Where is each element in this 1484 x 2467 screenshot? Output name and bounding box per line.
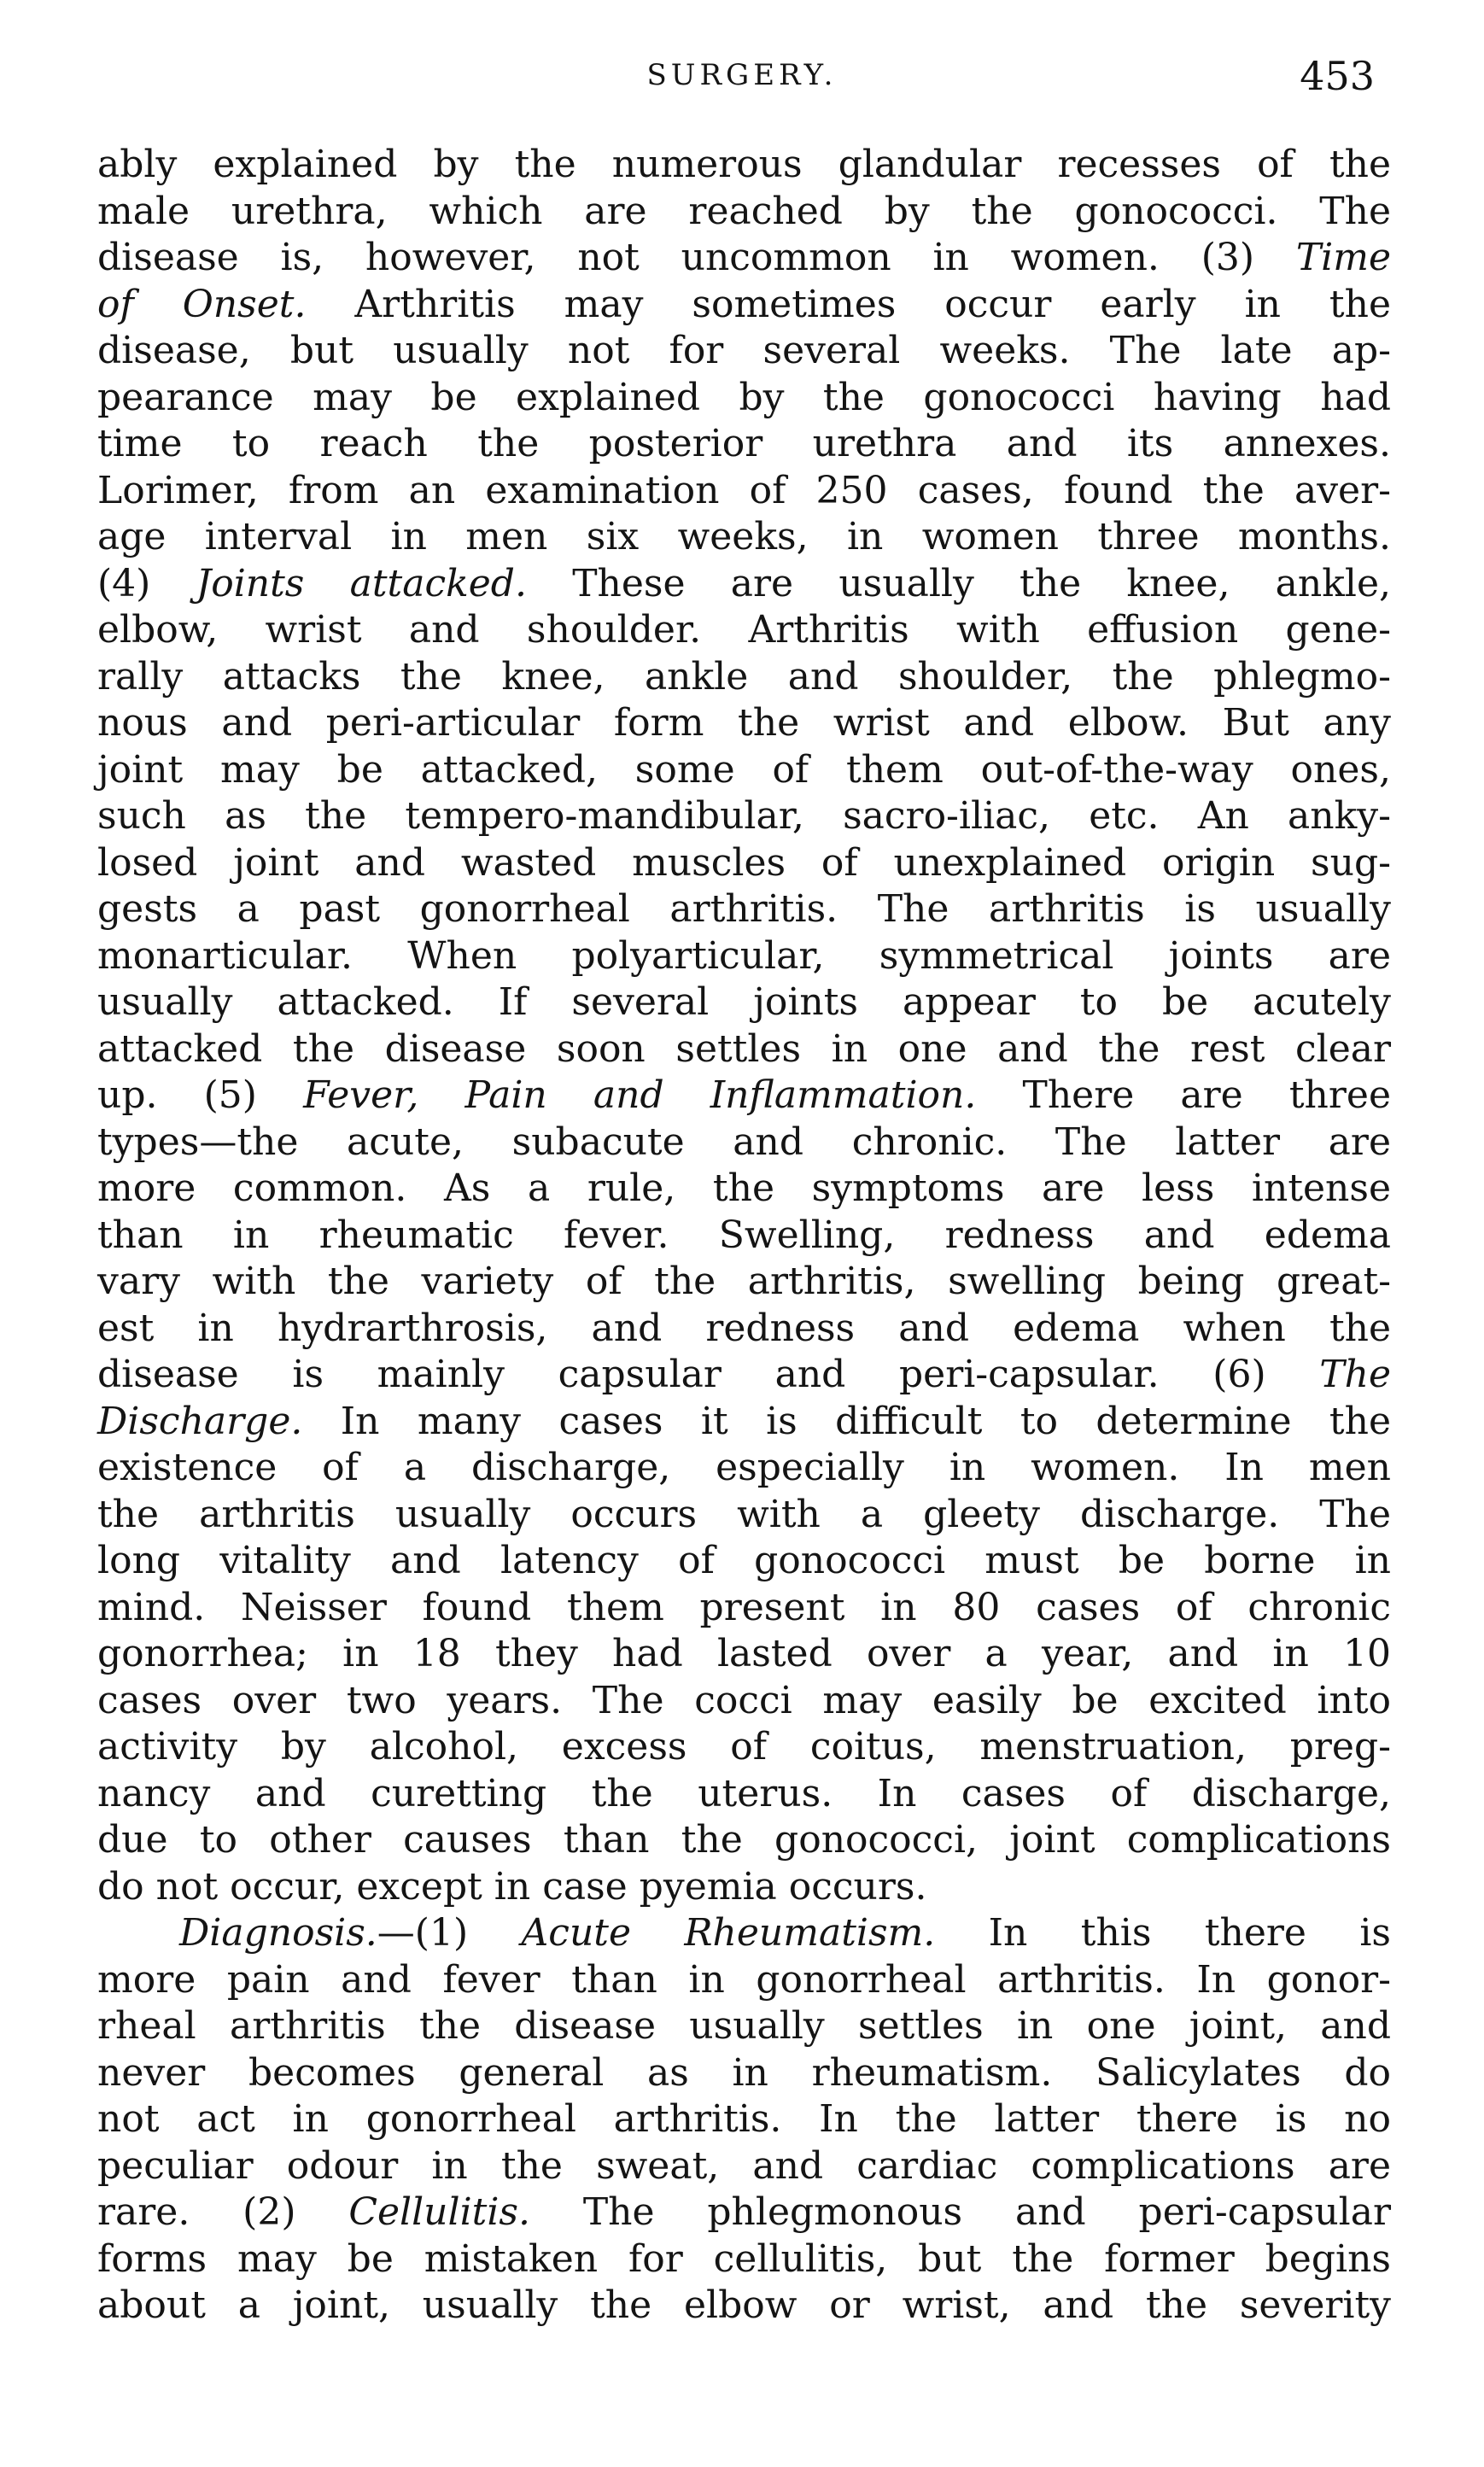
text-line: mind. Neisser found them present in 80 cases of chronic (97, 1585, 1391, 1629)
text-line: attacked the disease soon settles in one and the rest clear (97, 1026, 1391, 1071)
text-segment: The phlegmonous and peri-capsular (529, 2190, 1392, 2234)
text-line: not act in gonorrheal arthritis. In the latter there is no (97, 2097, 1391, 2141)
text-line: rheal arthritis the disease usually settles in one joint, and (97, 2004, 1391, 2048)
italic-term: Discharge. (97, 1399, 303, 1443)
text-segment: rare. (2) (97, 2190, 349, 2234)
text-line: such as the tempero-mandibular, sacro-iliac, etc. An anky- (97, 794, 1391, 838)
italic-term: Joints attacked. (196, 561, 527, 605)
text-line: long vitality and latency of gonococci must be borne in (97, 1539, 1391, 1582)
text-segment: Arthritis may sometimes occur early in the (306, 282, 1391, 326)
text-segment: disease is, however, not uncommon in women. (3) (97, 236, 1296, 279)
text-line (97, 2189, 1391, 2236)
text-line (97, 561, 1391, 608)
text-line: vary with the variety of the arthritis, swelling being great- (97, 1260, 1391, 1303)
text-line (97, 235, 1391, 282)
text-line (97, 1352, 1391, 1399)
text-line: nous and peri-articular form the wrist and elbow. But any (97, 701, 1391, 745)
running-head (0, 53, 1484, 104)
text-line: ably explained by the numerous glandular recesses of the (97, 143, 1391, 186)
text-line: peculiar odour in the sweat, and cardiac complications are (97, 2143, 1391, 2188)
italic-term: Cellulitis. (348, 2190, 530, 2234)
text-line: the arthritis usually occurs with a gleety discharge. The (97, 1492, 1391, 1536)
text-line: est in hydrarthrosis, and redness and edema when the (97, 1306, 1391, 1350)
italic-term: Time (1295, 236, 1391, 279)
text-line: nancy and curetting the uterus. In cases of discharge, (97, 1771, 1391, 1815)
text-line: gonorrhea; in 18 they had lasted over a year, and in 10 (97, 1632, 1391, 1675)
text-segment: (4) (97, 561, 196, 605)
text-segment: up. (5) (97, 1073, 304, 1117)
text-line: gests a past gonorrheal arthritis. The arthritis is usually (97, 887, 1391, 931)
text-line (97, 1910, 1391, 1957)
text-segment: In this there is (935, 1911, 1392, 1955)
text-segment: In many cases it is difficult to determine the (302, 1399, 1391, 1443)
text-line: never becomes general as in rheumatism. Salicylates do (97, 2050, 1391, 2095)
text-line: about a joint, usually the elbow or wrist, and the severity (97, 2283, 1391, 2327)
page-number: 453 (1300, 53, 1375, 99)
text-line: Lorimer, from an examination of 250 cases, found the aver- (97, 468, 1391, 512)
text-line: joint may be attacked, some of them out-of-the-way ones, (97, 747, 1391, 792)
body-text (97, 142, 1391, 2330)
text-line: disease, but usually not for several weeks. The late ap- (97, 329, 1391, 372)
text-line: do not occur, except in case pyemia occurs. (97, 1864, 927, 1909)
italic-term: of Onset. (97, 282, 307, 326)
italic-term: Acute Rheumatism. (521, 1911, 936, 1955)
text-segment: These are usually the knee, ankle, (526, 561, 1391, 605)
text-line: existence of a discharge, especially in women. In men (97, 1446, 1391, 1489)
text-line: age interval in men six weeks, in women three months. (97, 515, 1391, 558)
italic-term: Fever, Pain and Inflammation. (303, 1073, 977, 1117)
text-line: male urethra, which are reached by the gonococci. The (97, 189, 1391, 233)
text-line: more common. As a rule, the symptoms are less intense (97, 1166, 1391, 1210)
text-line (97, 1399, 1391, 1446)
italic-term: The (1319, 1353, 1391, 1396)
text-line: cases over two years. The cocci may easily be excited into (97, 1678, 1391, 1722)
text-line: more pain and fever than in gonorrheal arthritis. In gonor- (97, 1957, 1391, 2002)
text-segment: —(1) (377, 1911, 522, 1955)
text-line: losed joint and wasted muscles of unexplained origin sug- (97, 840, 1391, 885)
text-line: monarticular. When polyarticular, symmetrical joints are (97, 933, 1391, 978)
text-line: elbow, wrist and shoulder. Arthritis with effusion gene- (97, 608, 1391, 652)
section-heading: Diagnosis. (179, 1911, 377, 1955)
text-line (97, 282, 1391, 329)
text-line: types—the acute, subacute and chronic. The latter are (97, 1120, 1391, 1164)
text-line: rally attacks the knee, ankle and shoulder, the phlegmo- (97, 654, 1391, 699)
text-line: than in rheumatic fever. Swelling, redness and edema (97, 1213, 1391, 1257)
text-line: due to other causes than the gonococci, joint complications (97, 1818, 1391, 1862)
text-line: activity by alcohol, excess of coitus, menstruation, preg- (97, 1725, 1391, 1768)
text-line: pearance may be explained by the gonococci having had (97, 375, 1391, 419)
text-line (97, 1073, 1391, 1120)
text-line: usually attacked. If several joints appear to be acutely (97, 980, 1391, 1024)
running-head-title: SURGERY. (646, 58, 838, 92)
text-line: forms may be mistaken for cellulitis, but the former begins (97, 2236, 1391, 2281)
text-line: time to reach the posterior urethra and its annexes. (97, 422, 1391, 465)
text-segment: disease is mainly capsular and peri-capsular. (6) (97, 1353, 1320, 1396)
text-segment: There are three (976, 1073, 1391, 1117)
